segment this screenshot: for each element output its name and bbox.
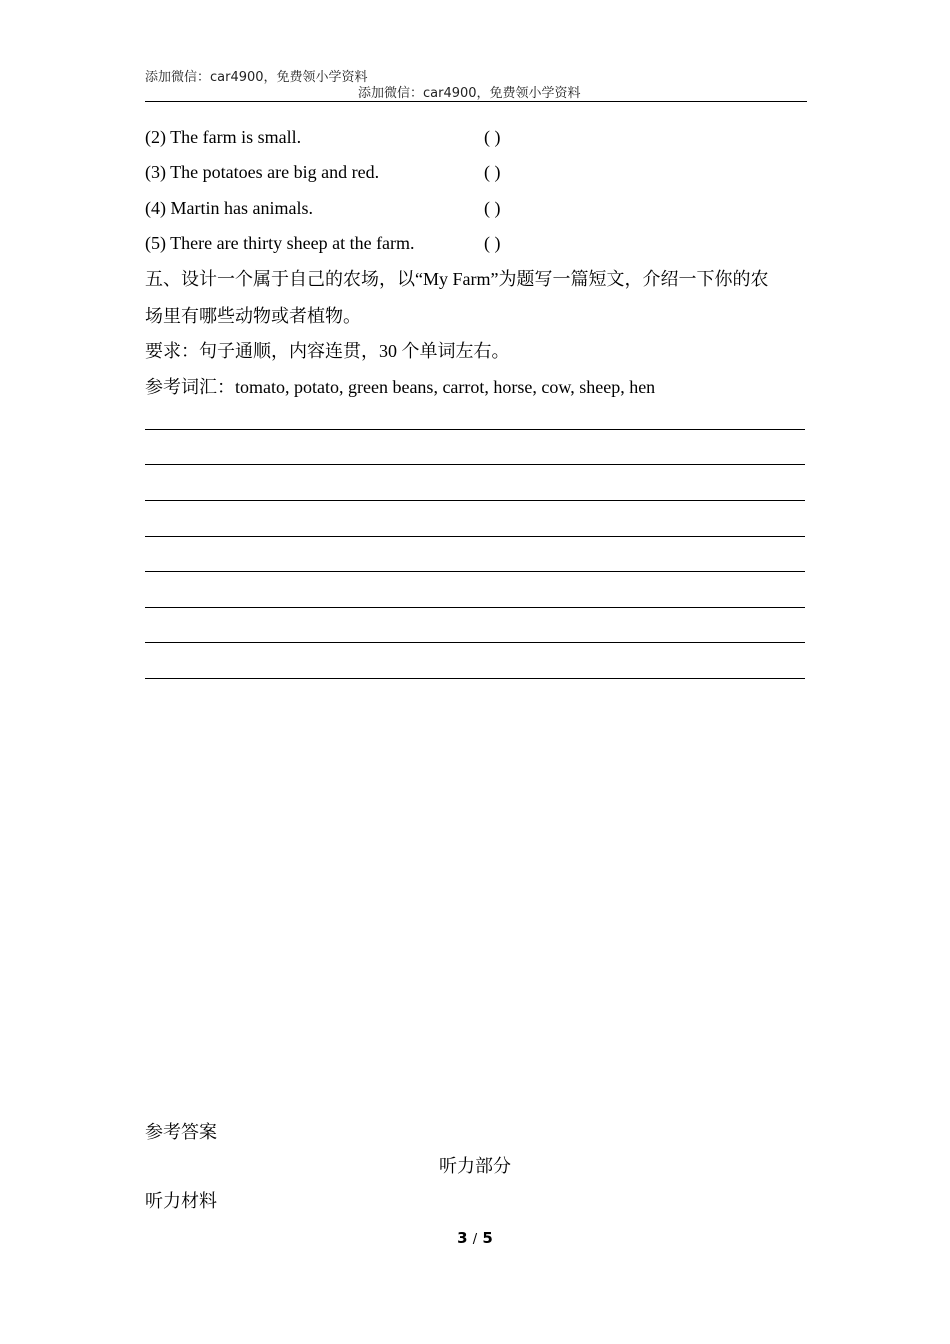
section5-vocabulary: 参考词汇：tomato, potato, green beans, carrot, horse, cow, sheep, hen xyxy=(145,377,656,397)
question-5 xyxy=(145,232,807,254)
answer-bracket: ( ) xyxy=(484,162,501,182)
writing-line[interactable] xyxy=(145,607,805,608)
page-total: 5 xyxy=(482,1229,493,1247)
question-text: (5) There are thirty sheep at the farm. xyxy=(145,233,415,253)
section5-requirement: 要求：句子通顺，内容连贯，30 个单词左右。 xyxy=(145,341,510,361)
answer-bracket: ( ) xyxy=(484,198,501,218)
question-2 xyxy=(145,126,807,148)
question-text: (3) The potatoes are big and red. xyxy=(145,162,380,182)
writing-line[interactable] xyxy=(145,678,805,679)
page-current: 3 xyxy=(457,1229,468,1247)
header-watermark-1: 添加微信：car4900，免费领小学资料 xyxy=(145,70,368,85)
page-number xyxy=(0,1229,950,1247)
listening-section-heading: 听力部分 xyxy=(439,1156,511,1176)
section5-title-line2: 场里有哪些动物或者植物。 xyxy=(145,306,361,326)
question-4 xyxy=(145,197,807,219)
answer-bracket: ( ) xyxy=(484,127,501,147)
writing-line[interactable] xyxy=(145,642,805,643)
writing-line[interactable] xyxy=(145,536,805,537)
writing-line[interactable] xyxy=(145,464,805,465)
question-text: (4) Martin has animals. xyxy=(145,198,313,218)
answers-title: 参考答案 xyxy=(145,1122,217,1142)
question-3 xyxy=(145,161,807,183)
page-separator: / xyxy=(472,1232,478,1247)
writing-line[interactable] xyxy=(145,429,805,430)
writing-line[interactable] xyxy=(145,571,805,572)
section5-title-line1: 五、设计一个属于自己的农场，以“My Farm”为题写一篇短文，介绍一下你的农 xyxy=(145,269,769,289)
header-rule xyxy=(145,101,807,102)
answer-bracket: ( ) xyxy=(484,233,501,253)
header-watermark-2: 添加微信：car4900，免费领小学资料 xyxy=(358,86,581,101)
listening-material-label: 听力材料 xyxy=(145,1191,217,1211)
writing-line[interactable] xyxy=(145,500,805,501)
question-text: (2) The farm is small. xyxy=(145,127,302,147)
